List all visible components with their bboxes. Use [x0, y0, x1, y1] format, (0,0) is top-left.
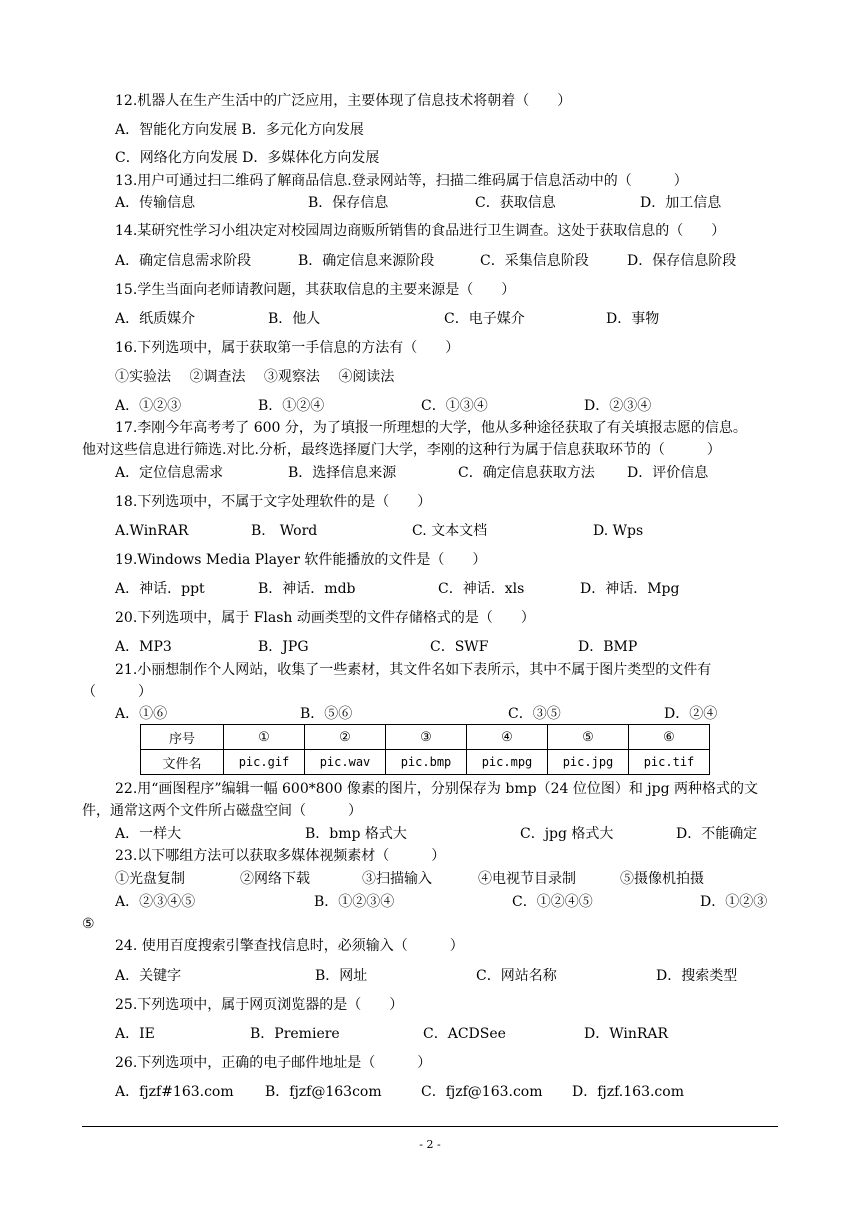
question-23-method-3: ③扫描输入 — [362, 871, 432, 887]
question-19-option-d: D．神话．Mpg — [580, 581, 680, 597]
question-22-stem-line2: 件，通常这两个文件所占磁盘空间（ ） — [82, 803, 362, 819]
question-17-option-b: B．选择信息来源 — [288, 465, 397, 481]
question-17-stem-line1: 17.李刚今年高考考了 600 分，为了填报一所理想的大学，他从多种途径获取了有关填报志愿的信息。 — [115, 420, 747, 436]
question-23-option-b: B．①②③④ — [314, 894, 395, 910]
question-13-option-b: B．保存信息 — [308, 195, 389, 211]
table-cell: 文件名 — [141, 750, 224, 775]
question-21-option-a: A．①⑥ — [115, 706, 168, 722]
question-23-method-5: ⑤摄像机拍摄 — [620, 871, 704, 887]
question-18-option-c: C. 文本文档 — [412, 523, 488, 539]
question-15-option-c: C．电子媒介 — [444, 311, 525, 327]
footer-divider — [82, 1126, 778, 1127]
question-24-option-b: B．网址 — [315, 968, 368, 984]
question-19-option-c: C．神话．xls — [438, 581, 525, 597]
question-16-stem: 16.下列选项中，属于获取第一手信息的方法有（ ） — [115, 340, 460, 356]
question-21-stem-line1: 21.小丽想制作个人网站，收集了一些素材，其文件名如下表所示，其中不属于图片类型的文件有 — [115, 662, 712, 678]
table-header-cell: 序号 — [141, 725, 224, 750]
question-22-option-d: D．不能确定 — [676, 826, 758, 842]
question-26-option-b: B．fjzf@163com — [265, 1084, 382, 1100]
question-25-option-b: B．Premiere — [250, 1026, 340, 1042]
question-17-option-c: C．确定信息获取方法 — [458, 465, 595, 481]
question-26-stem: 26.下列选项中，正确的电子邮件地址是（ ） — [115, 1055, 432, 1071]
question-16-option-d: D．②③④ — [584, 398, 652, 414]
table-cell: pic.bmp — [386, 750, 467, 775]
question-24-stem: 24. 使用百度搜索引擎查找信息时，必须输入（ ） — [115, 938, 464, 954]
question-23-option-c: C．①②④⑤ — [512, 894, 593, 910]
question-20-option-d: D．BMP — [578, 639, 638, 655]
page-number: - 2 - — [419, 1138, 441, 1151]
question-16-methods: ①实验法 ②调查法 ③观察法 ④阅读法 — [115, 369, 395, 385]
question-22-stem-line1: 22.用“画图程序”编辑一幅 600*800 像素的图片，分别保存为 bmp（24 位位图）和 jpg 两种格式的文 — [115, 781, 758, 797]
question-20-option-b: B．JPG — [258, 639, 309, 655]
question-15-option-d: D．事物 — [606, 311, 660, 327]
question-22-option-b: B．bmp 格式大 — [305, 826, 407, 842]
question-12-stem: 12.机器人在生产生活中的广泛应用，主要体现了信息技术将朝着（ ） — [115, 93, 572, 109]
table-header-cell: ⑤ — [548, 725, 629, 750]
question-23-option-a: A．②③④⑤ — [115, 894, 196, 910]
table-row — [141, 725, 710, 750]
question-20-stem: 20.下列选项中，属于 Flash 动画类型的文件存储格式的是（ ） — [115, 610, 535, 626]
question-18-option-d: D. Wps — [593, 523, 644, 539]
question-22-option-c: C．jpg 格式大 — [520, 826, 614, 842]
question-23-method-4: ④电视节目录制 — [478, 871, 576, 887]
question-25-option-d: D．WinRAR — [584, 1026, 669, 1042]
question-14-stem: 14.某研究性学习小组决定对校园周边商贩所销售的食品进行卫生调查。这处于获取信息的（ ） — [115, 223, 726, 239]
table-header-cell: ③ — [386, 725, 467, 750]
question-13-option-a: A．传输信息 — [115, 195, 196, 211]
table-row — [141, 750, 710, 775]
table-cell: pic.gif — [224, 750, 305, 775]
file-table — [140, 724, 710, 775]
question-14-option-c: C．采集信息阶段 — [480, 253, 589, 269]
question-13-option-d: D．加工信息 — [640, 195, 722, 211]
question-14-option-b: B．确定信息来源阶段 — [298, 253, 435, 269]
question-16-option-c: C．①③④ — [421, 398, 488, 414]
question-15-stem: 15.学生当面向老师请教问题，其获取信息的主要来源是（ ） — [115, 282, 516, 298]
table-cell: pic.tif — [629, 750, 710, 775]
question-24-option-a: A．关键字 — [115, 968, 182, 984]
question-24-option-c: C．网站名称 — [476, 968, 557, 984]
question-19-option-a: A．神话．ppt — [115, 581, 205, 597]
question-20-option-c: C．SWF — [430, 639, 489, 655]
question-25-stem: 25.下列选项中，属于网页浏览器的是（ ） — [115, 997, 404, 1013]
question-25-option-a: A．IE — [115, 1026, 155, 1042]
question-26-option-c: C．fjzf@163.com — [421, 1084, 543, 1100]
question-14-option-a: A．确定信息需求阶段 — [115, 253, 252, 269]
question-25-option-c: C．ACDSee — [423, 1026, 506, 1042]
question-23-method-1: ①光盘复制 — [115, 871, 185, 887]
question-15-option-a: A．纸质媒介 — [115, 311, 196, 327]
table-header-cell: ⑥ — [629, 725, 710, 750]
table-cell: pic.mpg — [467, 750, 548, 775]
question-21-option-b: B．⑤⑥ — [300, 706, 353, 722]
question-16-option-a: A．①②③ — [115, 398, 182, 414]
question-12-options-line1: A．智能化方向发展 B．多元化方向发展 — [115, 122, 364, 138]
question-18-option-a: A.WinRAR — [115, 523, 189, 539]
question-13-option-c: C．获取信息 — [475, 195, 556, 211]
table-header-cell: ④ — [467, 725, 548, 750]
question-26-option-a: A．fjzf#163.com — [115, 1084, 234, 1100]
question-16-option-b: B．①②④ — [258, 398, 325, 414]
question-17-option-a: A．定位信息需求 — [115, 465, 224, 481]
question-17-option-d: D．评价信息 — [627, 465, 709, 481]
question-13-stem: 13.用户可通过扫二维码了解商品信息.登录网站等，扫描二维码属于信息活动中的（ ） — [115, 173, 688, 189]
question-22-option-a: A．一样大 — [115, 826, 182, 842]
question-15-option-b: B．他人 — [268, 311, 321, 327]
question-21-stem-line2: （ ） — [82, 684, 152, 700]
question-12-options-line2: C．网络化方向发展 D．多媒体化方向发展 — [115, 150, 380, 166]
table-cell: pic.wav — [305, 750, 386, 775]
question-24-option-d: D．搜索类型 — [656, 968, 738, 984]
table-header-cell: ① — [224, 725, 305, 750]
question-18-stem: 18.下列选项中，不属于文字处理软件的是（ ） — [115, 494, 432, 510]
question-20-option-a: A．MP3 — [115, 639, 172, 655]
question-19-option-b: B．神话．mdb — [258, 581, 356, 597]
question-23-method-2: ②网络下载 — [240, 871, 310, 887]
question-23-stem: 23.以下哪组方法可以获取多媒体视频素材（ ） — [115, 848, 446, 864]
table-cell: pic.jpg — [548, 750, 629, 775]
question-23-option-d-wrap: ⑤ — [82, 916, 95, 932]
question-17-stem-line2: 他对这些信息进行筛选.对比.分析，最终选择厦门大学，李刚的这种行为属于信息获取环节的（ ） — [82, 442, 721, 458]
question-21-option-c: C．③⑤ — [508, 706, 561, 722]
question-21-option-d: D．②④ — [664, 706, 718, 722]
question-23-option-d: D．①②③ — [700, 894, 768, 910]
question-19-stem: 19.Windows Media Player 软件能播放的文件是（ ） — [115, 552, 487, 568]
question-26-option-d: D．fjzf.163.com — [572, 1084, 684, 1100]
table-header-cell: ② — [305, 725, 386, 750]
question-18-option-b: B. Word — [251, 523, 318, 539]
question-14-option-d: D．保存信息阶段 — [627, 253, 737, 269]
